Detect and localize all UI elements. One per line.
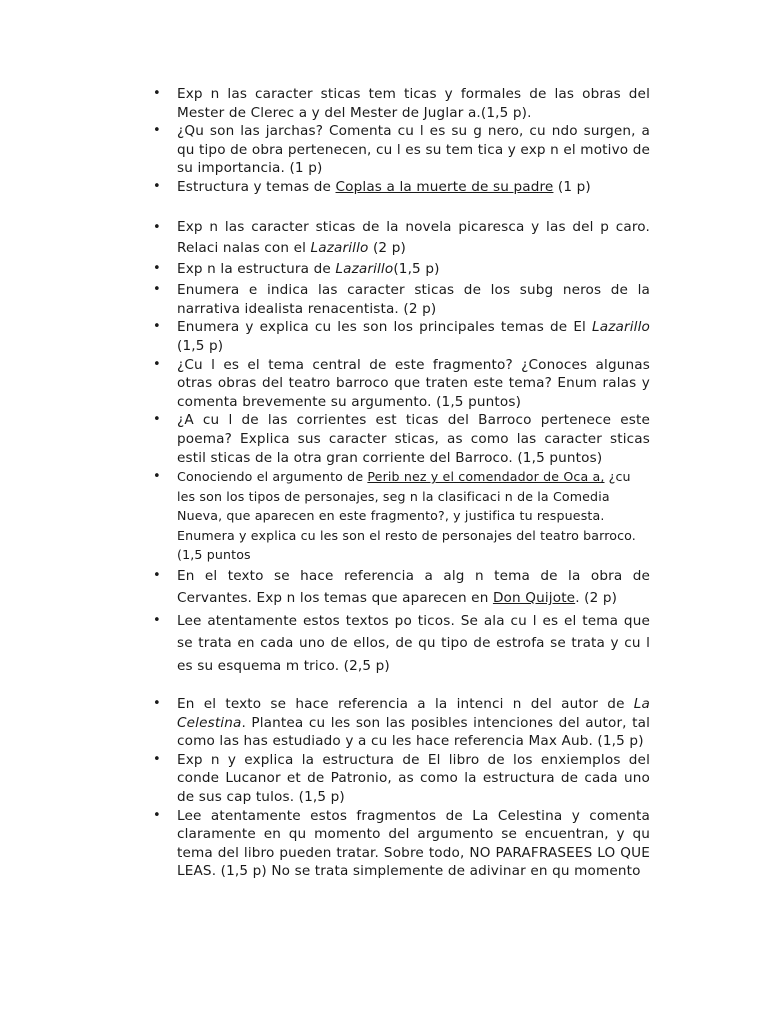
question-text [177, 282, 650, 317]
list-item [150, 260, 650, 279]
text-segment: Enumera e indica las caracter sticas de los subg neros de la narrativa idealista renacentista. (2 p) [177, 282, 650, 317]
text-segment: ¿Qu son las jarchas? Comenta cu l es su g nero, cu ndo surgen, a qu tipo de obra pertenecen, cu l es su tem tica y exp n el motivo de su importancia. (1 p) [177, 123, 650, 177]
text-segment: . (2 p) [575, 590, 618, 607]
question-text [177, 219, 650, 257]
text-segment: Exp n las caracter sticas de la novela picaresca y las del p caro. Relaci nalas con el [177, 218, 650, 257]
text-segment: En el texto se hace referencia a la intenci n del autor de [177, 696, 634, 713]
list-item [150, 411, 650, 467]
list-item [150, 85, 650, 122]
bullet-icon: • [153, 319, 161, 335]
question-text [177, 808, 650, 880]
list-item [150, 807, 650, 881]
text-segment: Enumera y explica cu les son los principales temas de El [177, 319, 593, 336]
question-text [177, 179, 591, 195]
text-segment: ¿A cu l de las corrientes est ticas del Barroco pertenece este poema? Explica sus caracter sticas, as como las caracter sticas estil sticas de la otra gran corriente del Barroco. (1,5 puntos) [177, 412, 650, 466]
question-text [177, 412, 650, 465]
bullet-icon: • [153, 356, 161, 372]
list-item [150, 610, 650, 678]
bullet-icon: • [153, 696, 161, 712]
bullet-icon: • [153, 751, 161, 767]
bullet-icon: • [153, 567, 161, 583]
text-segment: . Plantea cu les son las posibles intenciones del autor, tal como las has estudiado y a cu les hace referencia Max Aub. (1,5 p) [177, 714, 650, 750]
text-segment: Exp n la estructura de [177, 260, 336, 277]
list-item [150, 318, 650, 355]
underlined-title: Don Quijote [492, 590, 576, 607]
bullet-icon: • [153, 123, 161, 139]
italic-title: Lazarillo [592, 319, 650, 336]
bullet-icon: • [153, 807, 161, 823]
question-text [177, 86, 650, 121]
bullet-icon: • [153, 86, 161, 101]
bullet-icon: • [153, 612, 161, 628]
question-text [177, 123, 650, 176]
list-item [150, 565, 650, 610]
text-segment: En el texto se hace referencia a alg n tema de la obra de Cervantes. Exp n los temas que aparecen en [177, 567, 650, 607]
text-segment: Exp n y explica la estructura de El libro de los enxiemplos del conde Lucanor et de Patronio, as como la estructura de cada uno de sus cap tulos. (1,5 p) [177, 751, 650, 806]
text-segment: (1,5 p) [393, 260, 440, 277]
bullet-icon: • [153, 178, 161, 194]
list-item [150, 467, 650, 565]
italic-title: Lazarillo [335, 260, 394, 277]
text-segment: (1,5 p) [177, 337, 224, 354]
underlined-title: Coplas a la muerte de su padre [335, 178, 554, 195]
text-segment: (1 p) [553, 178, 591, 195]
list-item [150, 178, 650, 197]
question-text [177, 319, 650, 354]
question-text [177, 357, 650, 410]
bullet-icon: • [153, 469, 161, 485]
text-segment: Exp n las caracter sticas tem ticas y formales de las obras del Mester de Clerec a y del Mester de Juglar a.(1,5 p). [177, 86, 650, 121]
list-item [150, 695, 650, 751]
question-text [177, 752, 650, 805]
text-segment: Conociendo el argumento de [177, 469, 368, 485]
bullet-icon: • [153, 412, 161, 428]
italic-title: La Celestina [177, 696, 650, 731]
bullet-icon: • [153, 260, 161, 276]
list-item [150, 751, 650, 807]
bullet-icon: • [153, 219, 161, 235]
list-item [150, 217, 650, 260]
list-item [150, 356, 650, 412]
question-text [177, 568, 650, 607]
text-segment: ¿Cu l es el tema central de este fragmento? ¿Conoces algunas otras obras del teatro barroco que traten este tema? Enum ralas y comenta brevemente su argumento. (1,5 puntos) [177, 356, 650, 410]
question-text [177, 696, 650, 749]
question-text [177, 469, 636, 562]
text-segment: ¿cu les son los tipos de personajes, seg n la clasificaci n de la Comedia Nueva, que aparecen en este fragmento?, y justifica tu respuesta. Enumera y explica cu les son el resto de personajes del teatro barroco. (1,5 puntos [177, 469, 636, 563]
bullet-icon: • [153, 282, 161, 298]
question-list [150, 85, 650, 881]
text-segment: (2 p) [368, 240, 406, 257]
list-item [150, 281, 650, 318]
text-segment: Lee atentamente estos fragmentos de La Celestina y comenta claramente en qu momento del argumento se encuentran, y qu tema del libro pueden tratar. Sobre todo, NO PARAFRASEES LO QUE LEAS. (1,5 p) No se trata simplemente de adivinar en qu momento [177, 807, 650, 880]
text-segment: Lee atentamente estos textos po ticos. Se ala cu l es el tema que se trata en cada uno de ellos, de qu tipo de estrofa se trata y cu l es su esquema m trico. (2,5 p) [177, 612, 650, 674]
underlined-title: Perib nez y el comendador de Oca a, [367, 469, 605, 485]
question-text [177, 613, 650, 674]
list-item [150, 122, 650, 178]
italic-title: Lazarillo [310, 240, 369, 257]
question-text [177, 261, 440, 277]
text-segment: Estructura y temas de [177, 178, 336, 195]
